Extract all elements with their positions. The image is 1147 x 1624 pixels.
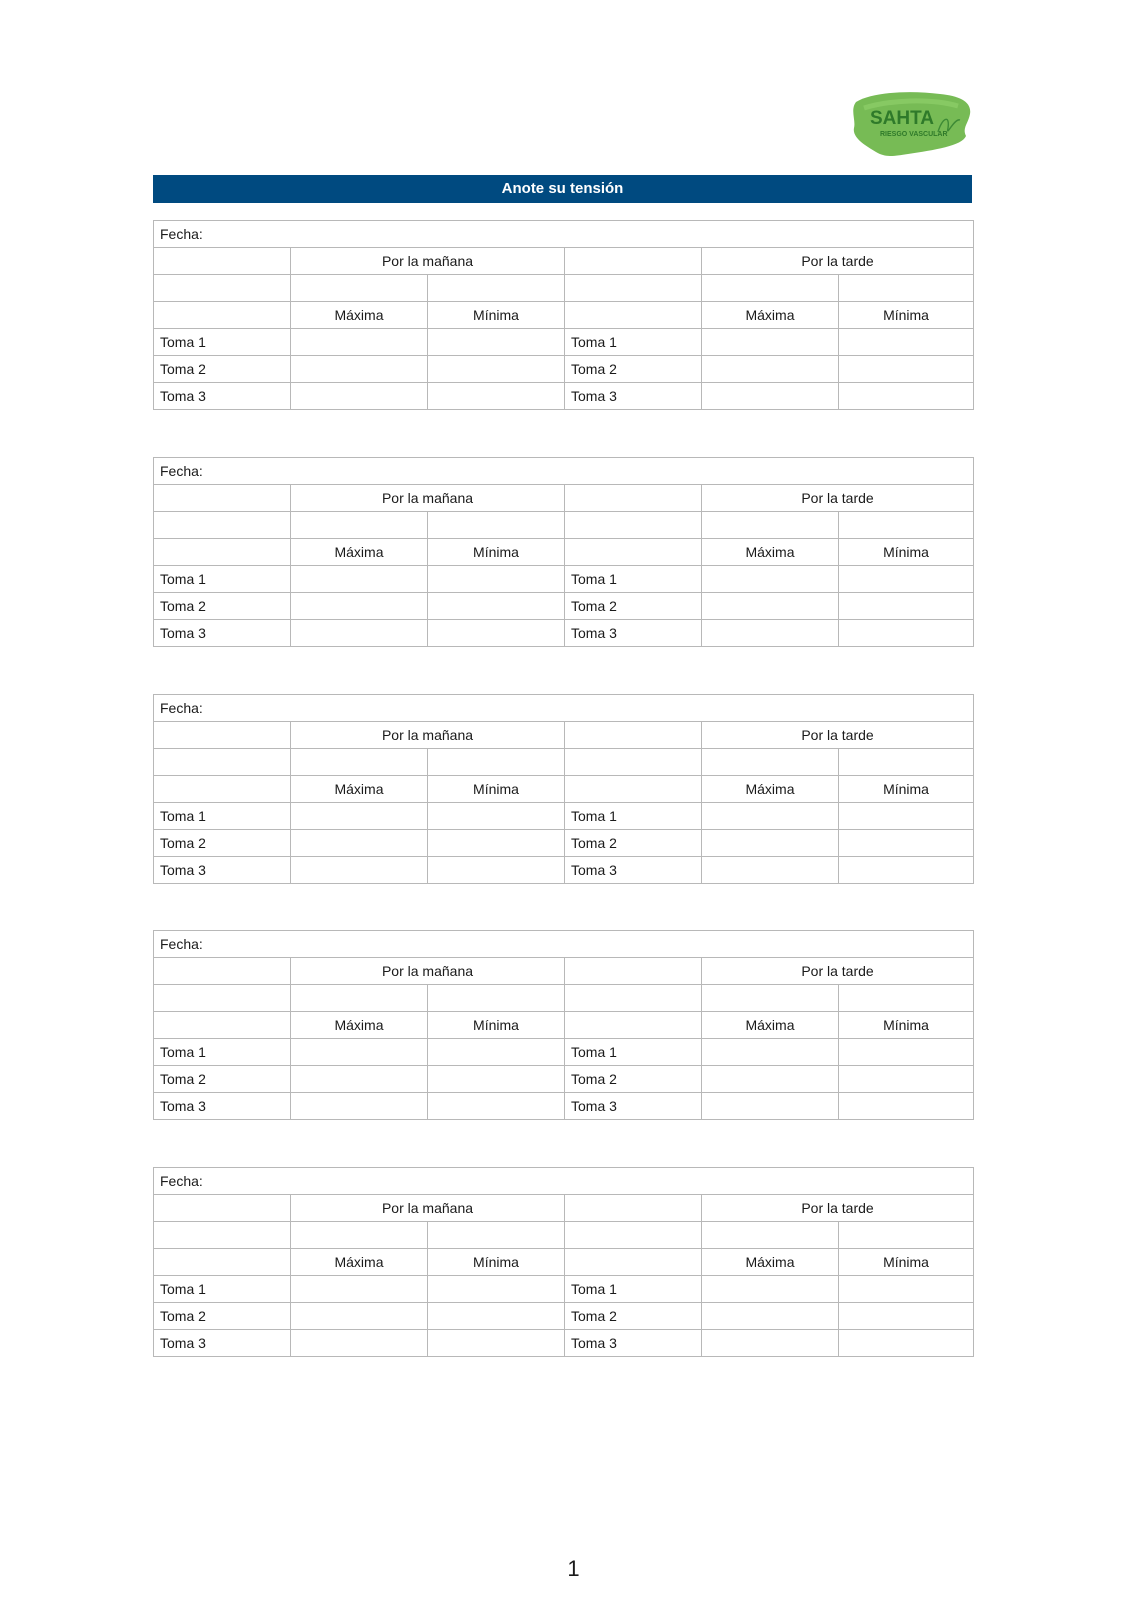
blank-cell [291,275,428,302]
afternoon-max-cell[interactable] [702,329,839,356]
reading-row [154,566,974,593]
morning-max-cell[interactable] [291,1276,428,1303]
afternoon-min-cell[interactable] [839,356,974,383]
blank-cell [565,512,702,539]
toma-label: Toma 2 [565,1303,702,1330]
afternoon-min-cell[interactable] [839,566,974,593]
blank-cell [154,275,291,302]
date-cell[interactable] [154,458,974,485]
fecha-label: Fecha: [160,226,203,242]
blank-cell [154,1012,291,1039]
blank-cell [291,512,428,539]
blank-cell [839,512,974,539]
blank-cell [154,539,291,566]
afternoon-max-header: Máxima [702,1249,839,1276]
blank-cell [565,958,702,985]
toma-label: Toma 1 [565,329,702,356]
toma-label: Toma 2 [154,356,291,383]
morning-min-cell[interactable] [428,383,565,410]
column-header-row [154,539,974,566]
toma-label: Toma 3 [154,383,291,410]
blank-cell [565,1222,702,1249]
bp-log-table [153,220,974,410]
toma-label: Toma 1 [154,1276,291,1303]
date-row [154,221,974,248]
blank-cell [154,958,291,985]
toma-label: Toma 3 [565,1093,702,1120]
afternoon-max-cell[interactable] [702,356,839,383]
date-cell[interactable] [154,1168,974,1195]
reading-row [154,830,974,857]
toma-label: Toma 3 [154,857,291,884]
toma-label: Toma 2 [565,1066,702,1093]
morning-max-cell[interactable] [291,830,428,857]
afternoon-max-cell[interactable] [702,593,839,620]
morning-min-cell[interactable] [428,1303,565,1330]
date-row [154,931,974,958]
afternoon-header: Por la tarde [702,958,974,985]
morning-max-cell[interactable] [291,356,428,383]
reading-row [154,1276,974,1303]
morning-min-cell[interactable] [428,566,565,593]
blank-cell [428,985,565,1012]
blank-cell [154,749,291,776]
fecha-label: Fecha: [160,936,203,952]
afternoon-max-cell[interactable] [702,1066,839,1093]
blank-cell [428,749,565,776]
reading-row [154,1330,974,1357]
afternoon-max-cell[interactable] [702,383,839,410]
spacer-row [154,1222,974,1249]
period-row [154,722,974,749]
morning-max-cell[interactable] [291,1330,428,1357]
toma-label: Toma 3 [565,1330,702,1357]
morning-min-cell[interactable] [428,1330,565,1357]
afternoon-min-header: Mínima [839,1012,974,1039]
afternoon-min-cell[interactable] [839,830,974,857]
afternoon-header: Por la tarde [702,722,974,749]
date-cell[interactable] [154,221,974,248]
morning-min-cell[interactable] [428,1276,565,1303]
fecha-label: Fecha: [160,1173,203,1189]
toma-label: Toma 2 [154,1303,291,1330]
period-row [154,248,974,275]
bp-log-table [153,1167,974,1357]
reading-row [154,1093,974,1120]
bp-log-table [153,694,974,884]
blank-cell [291,985,428,1012]
afternoon-min-cell[interactable] [839,803,974,830]
afternoon-header: Por la tarde [702,485,974,512]
morning-max-cell[interactable] [291,803,428,830]
afternoon-max-cell[interactable] [702,1039,839,1066]
morning-header: Por la mañana [291,722,565,749]
blank-cell [154,302,291,329]
blank-cell [839,749,974,776]
fecha-label: Fecha: [160,463,203,479]
toma-label: Toma 1 [565,1039,702,1066]
morning-min-header: Mínima [428,1012,565,1039]
afternoon-min-cell[interactable] [839,1303,974,1330]
afternoon-max-cell[interactable] [702,620,839,647]
afternoon-min-cell[interactable] [839,1066,974,1093]
toma-label: Toma 1 [154,329,291,356]
morning-header: Por la mañana [291,248,565,275]
afternoon-header: Por la tarde [702,1195,974,1222]
blank-cell [291,1222,428,1249]
reading-row [154,1066,974,1093]
toma-label: Toma 1 [154,803,291,830]
date-row [154,695,974,722]
toma-label: Toma 2 [154,1066,291,1093]
toma-label: Toma 3 [565,620,702,647]
morning-max-cell[interactable] [291,1093,428,1120]
blank-cell [154,722,291,749]
afternoon-max-cell[interactable] [702,857,839,884]
blank-cell [565,722,702,749]
reading-row [154,383,974,410]
blank-cell [428,512,565,539]
blank-cell [565,1012,702,1039]
morning-max-cell[interactable] [291,593,428,620]
blank-cell [428,275,565,302]
blank-cell [565,1249,702,1276]
toma-label: Toma 3 [154,620,291,647]
toma-label: Toma 1 [154,566,291,593]
toma-label: Toma 2 [565,593,702,620]
afternoon-min-header: Mínima [839,539,974,566]
afternoon-min-cell[interactable] [839,1039,974,1066]
page-number: 1 [567,1556,580,1581]
blank-cell [291,749,428,776]
bp-log-table [153,930,974,1120]
fecha-label: Fecha: [160,700,203,716]
spacer-row [154,275,974,302]
spacer-row [154,749,974,776]
date-cell[interactable] [154,695,974,722]
morning-min-cell[interactable] [428,1039,565,1066]
reading-row [154,857,974,884]
blank-cell [839,1222,974,1249]
blank-cell [154,1249,291,1276]
blank-cell [565,539,702,566]
morning-min-cell[interactable] [428,1066,565,1093]
morning-max-cell[interactable] [291,1066,428,1093]
blank-cell [702,749,839,776]
afternoon-max-header: Máxima [702,539,839,566]
morning-min-cell[interactable] [428,329,565,356]
morning-max-cell[interactable] [291,566,428,593]
svg-text:SAHTA: SAHTA [870,108,935,129]
morning-min-header: Mínima [428,302,565,329]
morning-min-cell[interactable] [428,593,565,620]
reading-row [154,356,974,383]
afternoon-max-cell[interactable] [702,1276,839,1303]
blank-cell [154,985,291,1012]
afternoon-max-cell[interactable] [702,803,839,830]
afternoon-min-header: Mínima [839,1249,974,1276]
afternoon-min-cell[interactable] [839,1330,974,1357]
blank-cell [154,776,291,803]
morning-max-cell[interactable] [291,1039,428,1066]
sahta-logo [850,88,974,160]
morning-header: Por la mañana [291,485,565,512]
reading-row [154,803,974,830]
toma-label: Toma 2 [565,356,702,383]
blank-cell [565,749,702,776]
afternoon-min-cell[interactable] [839,383,974,410]
reading-row [154,620,974,647]
afternoon-max-cell[interactable] [702,830,839,857]
column-header-row [154,1249,974,1276]
column-header-row [154,1012,974,1039]
blank-cell [565,776,702,803]
spacer-row [154,985,974,1012]
blank-cell [154,512,291,539]
bp-log-table [153,457,974,647]
afternoon-max-header: Máxima [702,302,839,329]
morning-max-header: Máxima [291,776,428,803]
afternoon-min-header: Mínima [839,302,974,329]
afternoon-max-cell[interactable] [702,566,839,593]
afternoon-max-cell[interactable] [702,1303,839,1330]
reading-row [154,593,974,620]
morning-max-header: Máxima [291,539,428,566]
morning-max-cell[interactable] [291,383,428,410]
morning-max-cell[interactable] [291,620,428,647]
afternoon-min-cell[interactable] [839,1276,974,1303]
toma-label: Toma 3 [154,1330,291,1357]
period-row [154,958,974,985]
blank-cell [702,275,839,302]
morning-max-header: Máxima [291,302,428,329]
blank-cell [154,1222,291,1249]
morning-header: Por la mañana [291,1195,565,1222]
morning-max-cell[interactable] [291,857,428,884]
reading-row [154,1303,974,1330]
blank-cell [565,302,702,329]
afternoon-min-header: Mínima [839,776,974,803]
blank-cell [428,1222,565,1249]
toma-label: Toma 2 [154,593,291,620]
morning-min-header: Mínima [428,539,565,566]
morning-max-header: Máxima [291,1012,428,1039]
toma-label: Toma 2 [154,830,291,857]
toma-label: Toma 1 [565,566,702,593]
toma-label: Toma 1 [565,1276,702,1303]
morning-header: Por la mañana [291,958,565,985]
afternoon-min-cell[interactable] [839,857,974,884]
blank-cell [839,985,974,1012]
morning-min-header: Mínima [428,1249,565,1276]
afternoon-max-cell[interactable] [702,1093,839,1120]
blank-cell [702,1222,839,1249]
morning-max-cell[interactable] [291,329,428,356]
blank-cell [565,248,702,275]
column-header-row [154,776,974,803]
blank-cell [154,485,291,512]
date-cell[interactable] [154,931,974,958]
svg-text:RIESGO VASCULAR: RIESGO VASCULAR [880,131,948,138]
toma-label: Toma 1 [565,803,702,830]
blank-cell [565,1195,702,1222]
afternoon-min-cell[interactable] [839,329,974,356]
blank-cell [565,985,702,1012]
period-row [154,1195,974,1222]
blank-cell [839,275,974,302]
toma-label: Toma 3 [565,857,702,884]
date-row [154,458,974,485]
page-title-banner: Anote su tensión [153,175,972,203]
morning-min-header: Mínima [428,776,565,803]
afternoon-max-header: Máxima [702,1012,839,1039]
morning-max-header: Máxima [291,1249,428,1276]
afternoon-min-cell[interactable] [839,620,974,647]
morning-min-cell[interactable] [428,857,565,884]
reading-row [154,329,974,356]
blank-cell [154,248,291,275]
toma-label: Toma 3 [154,1093,291,1120]
blank-cell [154,1195,291,1222]
morning-min-cell[interactable] [428,620,565,647]
morning-min-cell[interactable] [428,803,565,830]
toma-label: Toma 1 [154,1039,291,1066]
column-header-row [154,302,974,329]
afternoon-header: Por la tarde [702,248,974,275]
spacer-row [154,512,974,539]
blank-cell [565,485,702,512]
morning-max-cell[interactable] [291,1303,428,1330]
morning-min-cell[interactable] [428,830,565,857]
blank-cell [565,275,702,302]
afternoon-max-cell[interactable] [702,1330,839,1357]
date-row [154,1168,974,1195]
afternoon-min-cell[interactable] [839,1093,974,1120]
afternoon-max-header: Máxima [702,776,839,803]
toma-label: Toma 2 [565,830,702,857]
blank-cell [702,512,839,539]
morning-min-cell[interactable] [428,1093,565,1120]
morning-min-cell[interactable] [428,356,565,383]
blank-cell [702,985,839,1012]
afternoon-min-cell[interactable] [839,593,974,620]
toma-label: Toma 3 [565,383,702,410]
period-row [154,485,974,512]
reading-row [154,1039,974,1066]
